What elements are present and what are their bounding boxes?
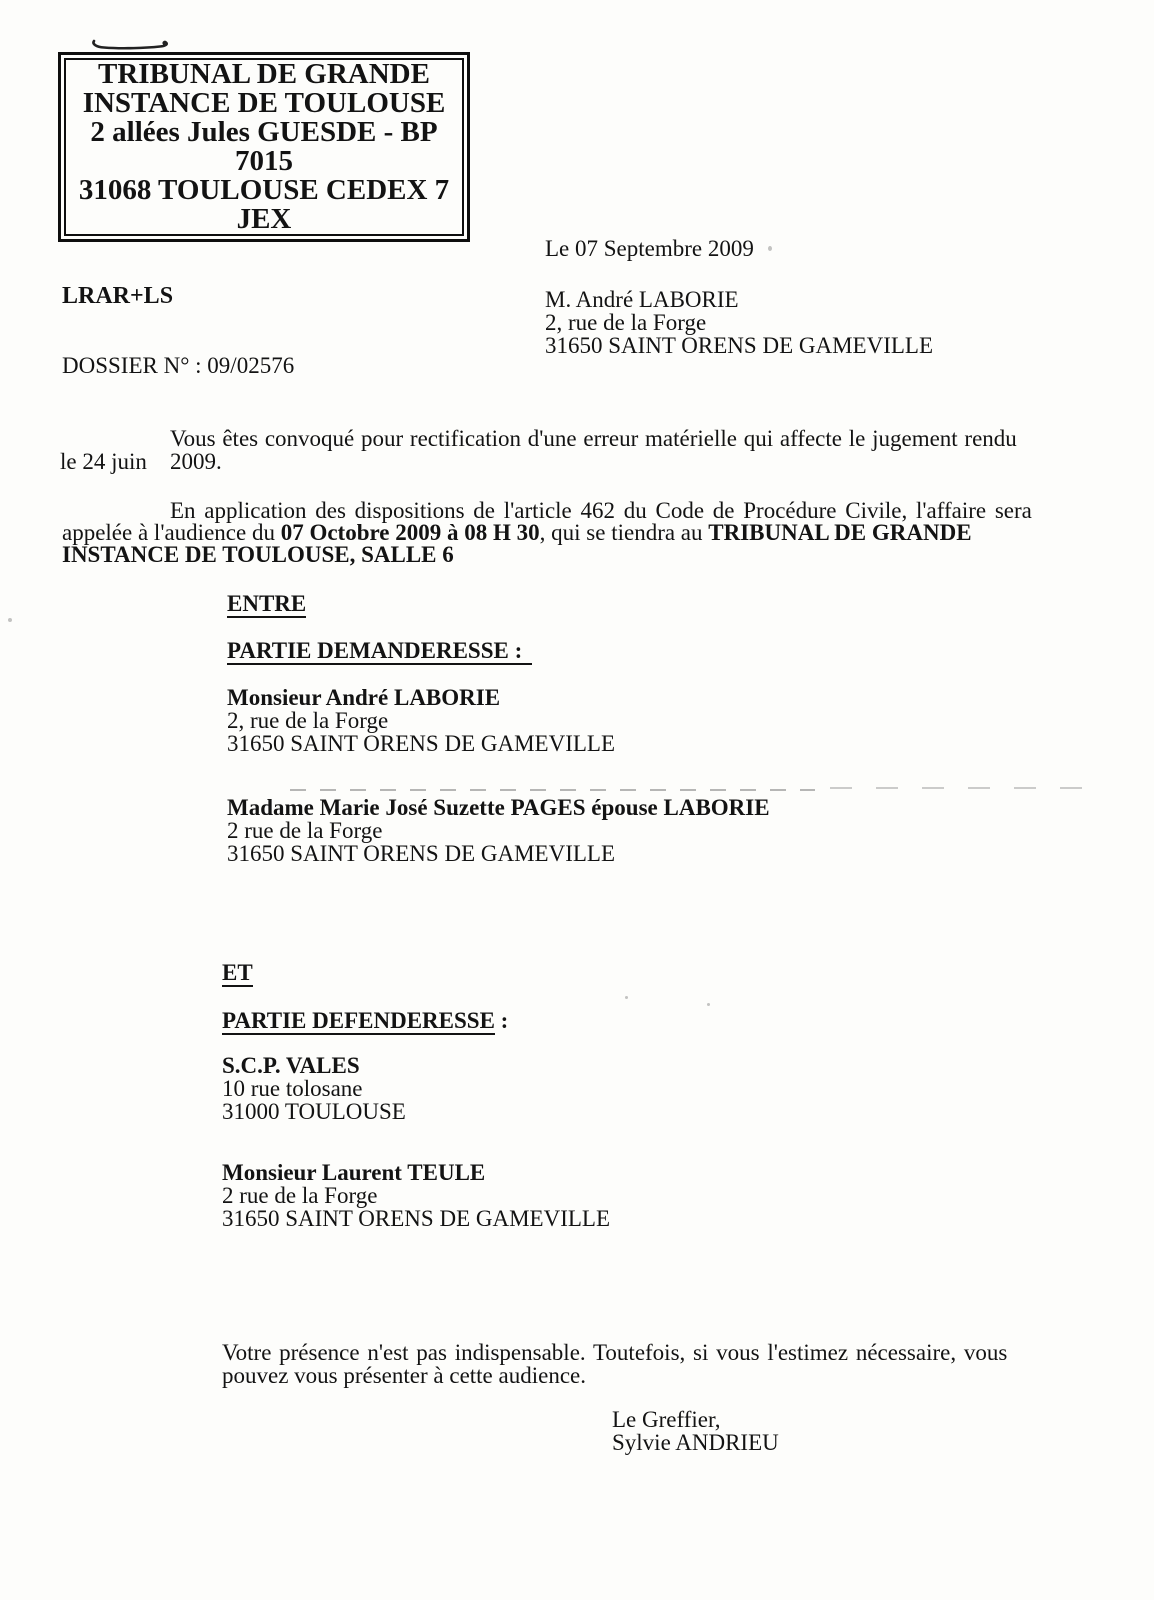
party-demanderesse-2: [227, 796, 770, 865]
court-bp-line: 7015: [235, 145, 293, 177]
heading-partie-demanderesse-text: PARTIE DEMANDERESSE :: [227, 639, 532, 665]
court-name-line1: TRIBUNAL DE GRANDE: [98, 58, 430, 90]
court-name-line2: INSTANCE DE TOULOUSE: [82, 87, 446, 119]
party-name: Madame Marie José Suzette PAGES épouse LABORIE: [227, 795, 770, 820]
mail-code: LRAR+LS: [62, 283, 174, 309]
convocation-paragraph-line1: Vous êtes convoqué pour rectification d'une erreur matérielle qui affecte le jugement rendu: [170, 426, 1017, 451]
court-street-line: 2 allées Jules GUESDE - BP: [90, 116, 438, 148]
scan-speck: [8, 618, 12, 622]
heading-partie-defenderesse: [222, 1009, 508, 1035]
hearing-line2-prefix: appelée à l'audience du: [62, 520, 281, 545]
hearing-paragraph-line2: [62, 521, 972, 544]
heading-partie-defenderesse-colon: :: [494, 1008, 509, 1033]
party-city: 31650 SAINT ORENS DE GAMEVILLE: [227, 731, 616, 756]
handwritten-mark: [88, 32, 176, 54]
letter-date: Le 07 Septembre 2009: [545, 236, 754, 261]
signature-title: Le Greffier,: [612, 1407, 721, 1432]
party-name: Monsieur André LABORIE: [227, 685, 501, 710]
party-city: 31000 TOULOUSE: [222, 1099, 406, 1124]
recipient-name: M. André LABORIE: [545, 287, 739, 312]
recipient-city: 31650 SAINT ORENS DE GAMEVILLE: [545, 333, 934, 358]
party-street: 2, rue de la Forge: [227, 708, 389, 733]
party-street: 2 rue de la Forge: [227, 818, 383, 843]
party-name: S.C.P. VALES: [222, 1053, 360, 1078]
hearing-court-name-part2: INSTANCE DE TOULOUSE, SALLE 6: [62, 542, 454, 567]
heading-partie-defenderesse-text: PARTIE DEFENDERESSE: [222, 1008, 495, 1033]
hearing-paragraph-line1: En application des dispositions de l'article 462 du Code de Procédure Civile, l'affaire sera: [170, 498, 1032, 523]
heading-entre: [227, 592, 306, 618]
scan-speck: [707, 1003, 710, 1006]
hearing-datetime: 07 Octobre 2009 à 08 H 30: [280, 520, 540, 545]
hearing-court-name-part1: TRIBUNAL DE GRANDE: [708, 520, 972, 545]
party-city: 31650 SAINT ORENS DE GAMEVILLE: [227, 841, 616, 866]
signature-block: [612, 1408, 779, 1454]
scan-dash-artifact: [290, 789, 815, 791]
court-city-line: 31068 TOULOUSE CEDEX 7: [78, 174, 450, 206]
convocation-paragraph-line2: [60, 449, 222, 474]
party-demanderesse-1: [227, 686, 615, 755]
party-name: Monsieur Laurent TEULE: [222, 1160, 486, 1185]
recipient-address-block: [545, 288, 933, 357]
handwritten-mark-path: [93, 41, 166, 48]
convocation-judgment-year: 2009.: [170, 449, 222, 474]
party-street: 10 rue tolosane: [222, 1076, 363, 1101]
party-defenderesse-2: [222, 1161, 610, 1230]
court-address-box-inner: [64, 58, 464, 236]
scan-dash-artifact-right: [830, 787, 1098, 789]
court-jex-line: JEX: [236, 203, 292, 235]
recipient-street: 2, rue de la Forge: [545, 310, 707, 335]
closing-paragraph-line1: Votre présence n'est pas indispensable. Toutefois, si vous l'estimez nécessaire, vous: [222, 1340, 1008, 1365]
hearing-line2-middle: , qui se tiendra au: [539, 520, 709, 545]
heading-partie-demanderesse: [227, 639, 532, 665]
party-defenderesse-1: [222, 1054, 406, 1123]
signature-name: Sylvie ANDRIEU: [612, 1430, 779, 1455]
party-city: 31650 SAINT ORENS DE GAMEVILLE: [222, 1206, 611, 1231]
dossier-number: DOSSIER N° : 09/02576: [62, 353, 295, 378]
party-street: 2 rue de la Forge: [222, 1183, 378, 1208]
heading-et-text: ET: [222, 960, 253, 985]
scan-speck: [625, 996, 628, 999]
scan-speck: [768, 246, 772, 251]
court-address-box: [58, 52, 470, 242]
heading-et: [222, 961, 253, 987]
heading-entre-text: ENTRE: [227, 591, 307, 616]
closing-paragraph-line2: pouvez vous présenter à cette audience.: [222, 1363, 586, 1388]
convocation-judgment-date: le 24 juin: [60, 449, 147, 474]
